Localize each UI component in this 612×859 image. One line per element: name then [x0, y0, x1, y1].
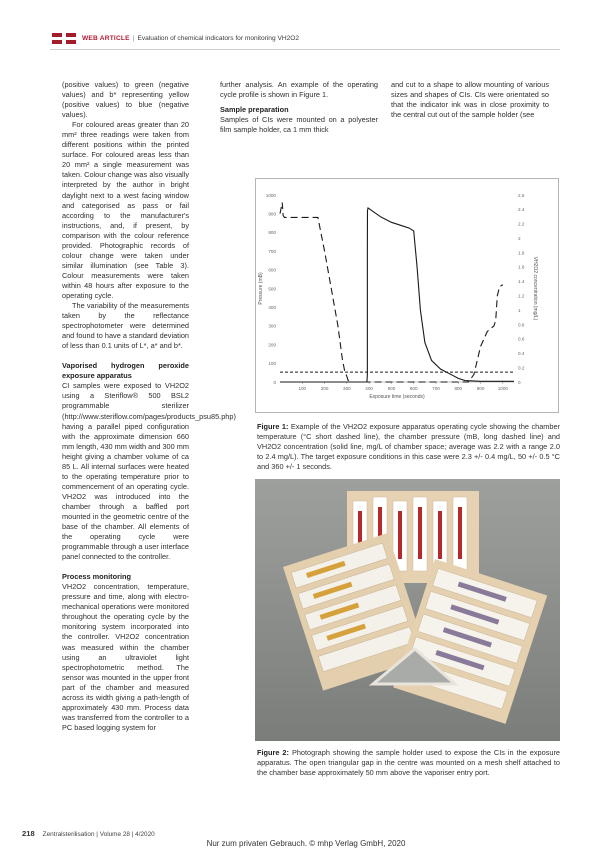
x-tick-label: 300 [343, 386, 351, 391]
section-heading: Vaporised hydrogen peroxide exposure apparatus [62, 361, 189, 381]
y-right-tick-label: 1.8 [518, 250, 525, 256]
paragraph: and cut to a shape to allow mounting of various sizes and shapes of CIs. CIs were orientated so that the indicator ink was in close proximity to the central cut out of the sample holder (see [391, 80, 549, 120]
paragraph: For coloured areas greater than 20 mm² three readings were taken from different positions within the printed surface. For coloured areas less than 20 mm² a single measurement was taken. Colour change was also visually interpreted by the author in bright daylight next to a west facing window and categorised as pass or fail according to the manufacturer's instructions, and, if present, by comparison with the colour reference provided. Photographic records of colour change were taken under similar illumination (see Table 3). Colour measurements were taken within 48 hours after exposure to the operating cycle. [62, 120, 189, 300]
y-right-tick-label: 2.4 [518, 207, 525, 213]
y-right-axis-label: VH2O2 concentration (mg/L) [532, 256, 538, 321]
x-tick-label: 800 [454, 386, 463, 391]
x-tick-label: 200 [320, 386, 329, 391]
series-line-chamber-pressure [280, 202, 503, 382]
y-left-tick-label: 200 [268, 342, 276, 348]
caption-text: Example of the VH2O2 exposure apparatus operating cycle showing the chamber temperature (°C short dashed line), the chamber pressure (mB, long dashed line) and VH2O2 concentration (solid line, mg/L of chamber space; average was 2.2 with a range 2.0 to 2.4 mg/L). The target exposure conditions in this case were 2.3 +/- 0.4 mg/L, 50 +/- 0.5 °C and 360 +/- 1 seconds. [257, 422, 561, 472]
right-column [391, 80, 549, 120]
running-header [52, 33, 299, 44]
y-left-tick-label: 400 [268, 305, 276, 310]
y-left-axis-label: Pressure (mB) [258, 272, 264, 305]
paragraph: Samples of CIs were mounted on a polyester film sample holder, ca 1 mm thick [220, 115, 378, 135]
paragraph: The variability of the measurements taken by the reflectance spectrophotometer were determined and found to have a standard deviation of less than 0.1 units of L*, a* and b*. [62, 301, 189, 351]
header-divider [50, 49, 560, 50]
y-right-tick-label: 0 [518, 379, 521, 385]
series-line-vh2o2-concentration [280, 208, 514, 382]
x-tick-label: 700 [432, 386, 440, 391]
caption-text: Photograph showing the sample holder used to expose the CIs in the exposure apparatus. The open triangular gap in the centre was mounted on a mesh shelf attached to the chamber base approximately 50 mm above the vaporiser entry port. [257, 748, 560, 778]
sample-holder-photo [255, 479, 560, 741]
figure-1-caption [257, 422, 560, 472]
y-right-tick-label: 0.4 [518, 351, 525, 357]
section-label: WEB ARTICLE [82, 35, 130, 42]
y-right-tick-label: 0.8 [518, 322, 525, 328]
private-use-notice: Nur zum privaten Gebrauch. © mhp Verlag GmbH, 2020 [206, 839, 406, 848]
figure-1-chart [255, 178, 559, 413]
page-number: 218 [22, 829, 35, 838]
x-tick-label: 500 [387, 386, 396, 391]
left-column [62, 80, 236, 733]
x-axis-label: Exposure time (seconds) [369, 394, 425, 400]
y-right-tick-label: 1 [518, 307, 521, 313]
y-left-tick-label: 500 [268, 286, 276, 292]
caption-label: Figure 1: [257, 422, 289, 431]
journal-info: Zentralsterilisation | Volume 28 | 4/2020 [42, 831, 155, 838]
x-tick-label: 600 [409, 386, 418, 391]
y-right-tick-label: 2.2 [518, 221, 525, 227]
y-left-tick-label: 100 [268, 361, 276, 367]
y-right-tick-label: 0.2 [518, 365, 525, 371]
paragraph: CI samples were exposed to VH2O2 using a Steriflow® 500 BSL2 programmable sterilizer (http://www.steriflow.com/pages/products_psu85.php) having a parallel piped configuration with the approximate dimension 660 mm length, 430 mm width and 300 mm height giving a chamber volume of ca 85 L. All internal surfaces were heated to the operating temperature prior to commencement of an operating cycle. VH2O2 was introduced into the chamber through a baffled port mounted in the geometric centre of the base of the chamber. All elements of the operating cycle were programmable through a user interface panel connected to the controller. [62, 381, 236, 562]
y-right-tick-label: 1.6 [518, 264, 525, 270]
x-tick-label: 900 [476, 386, 485, 391]
figure-2-caption [257, 748, 560, 778]
section-heading: Sample preparation [220, 105, 289, 115]
paragraph: (positive values) to green (negative values) and b* representing yellow (positive values) to blue (negative values). [62, 80, 189, 120]
caption-label: Figure 2: [257, 748, 289, 757]
y-left-tick-label: 800 [268, 230, 276, 236]
y-left-tick-label: 0 [273, 379, 276, 385]
middle-column [220, 80, 378, 135]
figure-2-photo [255, 479, 560, 741]
cycle-chart [256, 179, 560, 414]
y-left-tick-label: 600 [268, 267, 276, 273]
x-tick-label: 100 [298, 386, 307, 391]
y-right-tick-label: 2 [518, 235, 521, 241]
paragraph: further analysis. An example of the operating cycle profile is shown in Figure 1. [220, 80, 378, 100]
y-left-tick-label: 300 [268, 323, 276, 329]
section-heading: Process monitoring [62, 572, 131, 582]
y-right-tick-label: 0.6 [518, 336, 525, 342]
x-tick-label: 400 [365, 386, 373, 391]
paragraph: VH2O2 concentration, temperature, pressure and time, along with electro-mechanical operations were monitored throughout the operating cycle by the monitoring system incorporated into the controller. VH2O2 concentration was measured within the chamber using an ultraviolet light spectrophotometric method. The sensor was mounted in the upper front part of the chamber and measured across its width giving a path-length of approximately 430 mm. Process data was transferred from the controller to a PC based logging system for [62, 582, 189, 732]
y-left-tick-label: 700 [268, 248, 276, 254]
page-footer [22, 829, 155, 838]
uk-flag-icon [52, 33, 76, 44]
running-title: Evaluation of chemical indicators for monitoring VH2O2 [137, 35, 300, 42]
header-separator: | [132, 35, 135, 42]
y-right-tick-label: 1.4 [518, 279, 525, 285]
y-left-tick-label: 900 [268, 211, 276, 217]
y-right-tick-label: 1.2 [518, 293, 525, 299]
y-left-tick-label: 1000 [265, 192, 276, 198]
y-right-tick-label: 2.6 [518, 192, 525, 198]
x-tick-label: 1000 [497, 386, 508, 391]
